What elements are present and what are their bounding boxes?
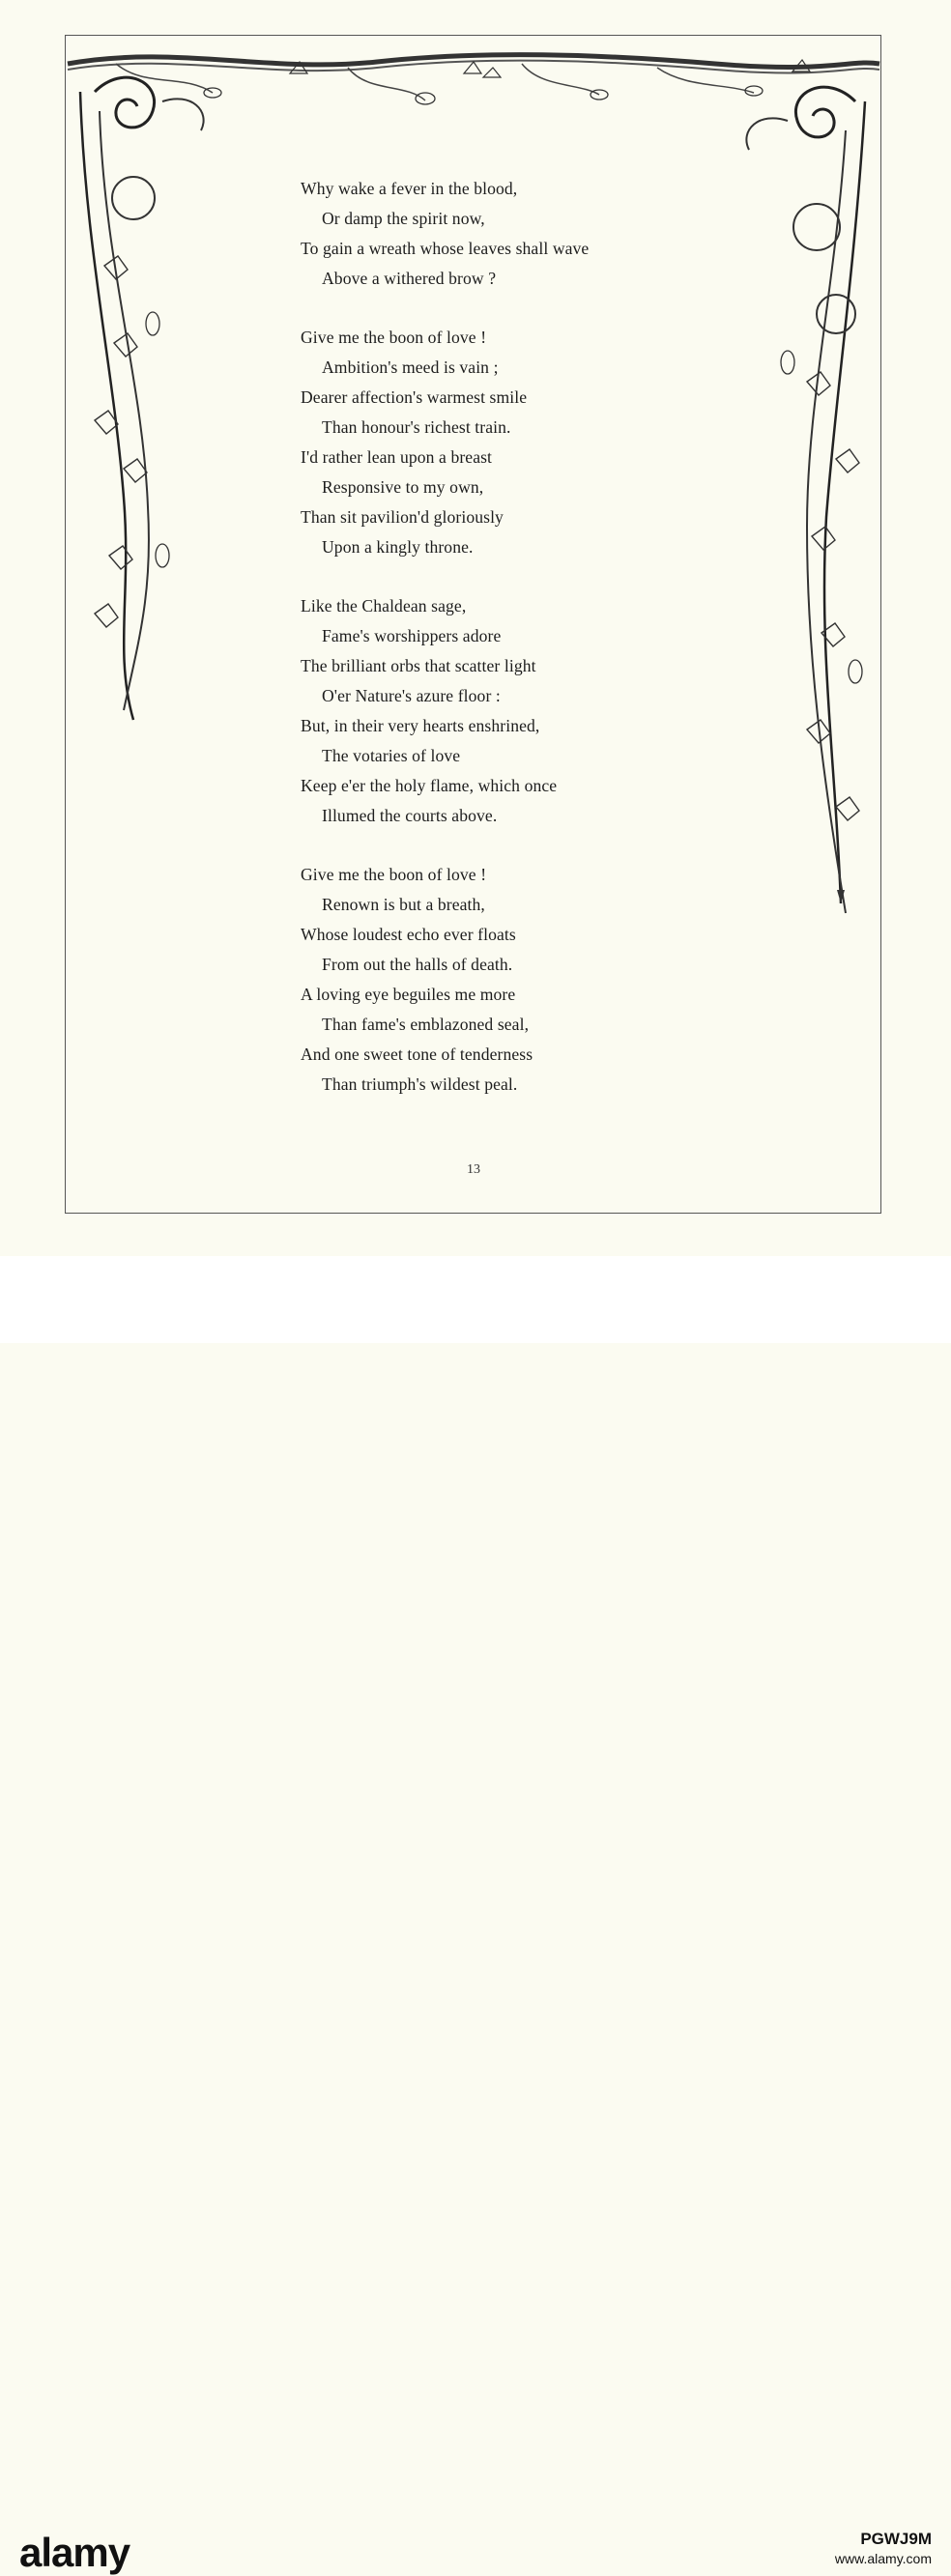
poem-text [301, 174, 706, 1129]
poem-line: A loving eye beguiles me more [301, 985, 516, 1004]
poem-line: Than triumph's wildest peal. [322, 1074, 518, 1094]
poem-line: Like the Chaldean sage, [301, 596, 467, 615]
poem-line: Than fame's emblazoned seal, [322, 1015, 530, 1034]
poem-line: Fame's worshippers adore [322, 626, 502, 645]
poem-line: Ambition's meed is vain ; [322, 358, 499, 377]
poem-line: Upon a kingly throne. [322, 537, 474, 557]
stock-footer [0, 1256, 951, 2575]
site-url: www.alamy.com [834, 2551, 932, 2566]
poem-line: But, in their very hearts enshrined, [301, 716, 540, 735]
poem-line: Renown is but a breath, [322, 895, 485, 914]
poem-line: And one sweet tone of tenderness [301, 1045, 533, 1064]
poem-line: To gain a wreath whose leaves shall wave [301, 239, 590, 258]
stanza [301, 174, 706, 294]
stanza [301, 860, 706, 1100]
ivy-vine-icon [56, 53, 220, 730]
image-info [835, 2530, 932, 2568]
poem-line: Whose loudest echo ever floats [301, 925, 516, 944]
page-number: 13 [467, 1162, 480, 1177]
poem-line: Illumed the courts above. [322, 806, 498, 825]
alamy-logo [19, 2530, 130, 2576]
ivy-vine-icon [730, 72, 894, 923]
image-id: PGWJ9M [860, 2530, 932, 2548]
poem-line: I'd rather lean upon a breast [301, 447, 493, 467]
poem-line: Keep e'er the holy flame, which once [301, 776, 558, 795]
poem-line: The brilliant orbs that scatter light [301, 656, 536, 675]
poem-line: Give me the boon of love ! [301, 328, 487, 347]
poem-line: O'er Nature's azure floor : [322, 686, 501, 705]
stanza [301, 591, 706, 831]
poem-line: Dearer affection's warmest smile [301, 387, 528, 407]
stanza [301, 323, 706, 562]
poem-line: Above a withered brow ? [322, 269, 497, 288]
poem-line: From out the halls of death. [322, 955, 513, 974]
logo-text: alamy [19, 2530, 130, 2575]
poem-line: Why wake a fever in the blood, [301, 179, 518, 198]
poem-line: Responsive to my own, [322, 477, 484, 497]
poem-line: Than honour's richest train. [322, 417, 511, 437]
poem-line: Give me the boon of love ! [301, 865, 487, 884]
poem-line: Than sit pavilion'd gloriously [301, 507, 504, 527]
book-page [0, 0, 951, 1256]
poem-line: The votaries of love [322, 746, 461, 765]
poem-line: Or damp the spirit now, [322, 209, 485, 228]
